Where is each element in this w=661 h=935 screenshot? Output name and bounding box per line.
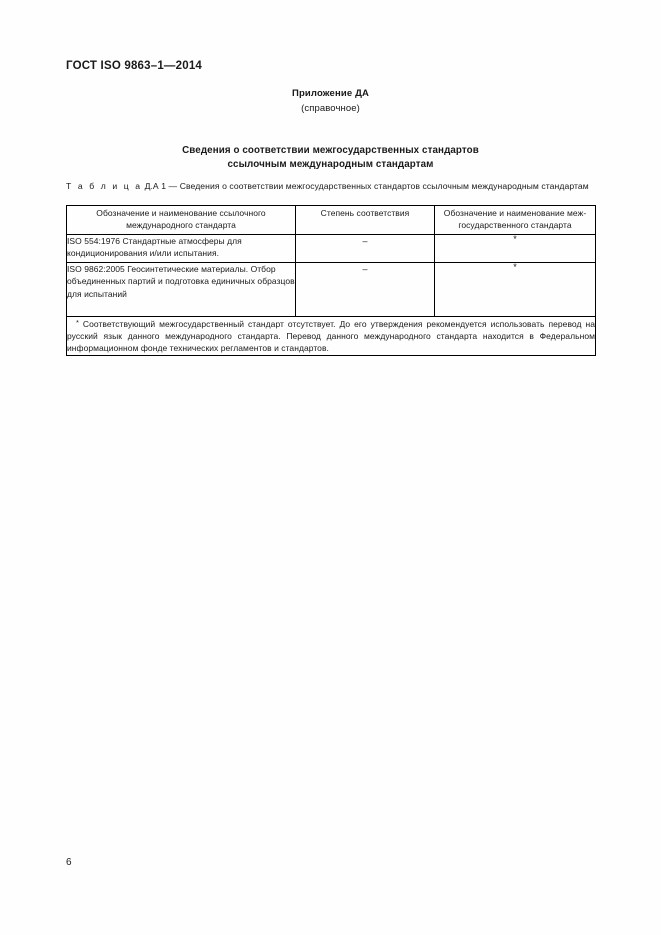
annex-title: Приложение ДА [291,88,370,99]
document-header: ГОСТ ISO 9863–1—2014 [66,60,203,72]
asterisk-icon: * [513,262,517,273]
table-caption [66,181,595,193]
table-caption-dash: — [168,181,178,191]
annex-heading-block [0,88,661,114]
footnote-marker-icon: * [76,318,79,328]
cell-interstate-standard [435,235,596,263]
cell-reference-standard: ISO 554:1976 Стандартные атмосферы для кондиционирования и/или испытания. [67,235,296,263]
dash-icon: – [362,236,368,247]
page-title-line-1: Сведения о соответствии межгосударственных стандартов [182,145,479,156]
table-header-row [67,206,596,235]
page-title-line-2: ссылочным международным стандартам [227,158,434,170]
column-header-reference-standard: Обозначение и наименование ссылочного международного стандарта [67,206,296,235]
table-row [67,235,596,263]
cell-interstate-standard [435,263,596,317]
column-header-interstate-standard: Обозначение и наименование меж-государственного стандарта [435,206,596,235]
footnote-text: Соответствующий межгосударственный стандарт отсутствует. До его утверждения рекомендуется использовать перевод на русский язык данного международного стандарта. Перевод данного международного стандарта находится в Федеральном информационном фонде технических регламентов и стандартов. [67,319,595,353]
table-caption-number: Д.А 1 [144,181,167,191]
conformity-table [66,205,596,356]
page-number: 6 [66,857,72,868]
asterisk-icon: * [513,234,517,245]
dash-icon: – [362,264,368,275]
table-footnote-row [67,317,596,356]
column-header-conformity-degree: Степень соответствия [296,206,435,235]
page-title [0,144,661,171]
table-caption-text: Сведения о соответствии межгосударственных стандартов ссылочным международным стандартам [179,181,589,191]
table-caption-label: Т а б л и ц а [66,181,143,191]
annex-subtitle: (справочное) [301,103,360,114]
table-row [67,263,596,317]
table-footnote [67,317,596,356]
cell-conformity-degree [296,263,435,317]
cell-reference-standard: ISO 9862:2005 Геосинтетические материалы. Отбор объединенных партий и подготовка единичных образцов для испытаний [67,263,296,317]
cell-conformity-degree [296,235,435,263]
